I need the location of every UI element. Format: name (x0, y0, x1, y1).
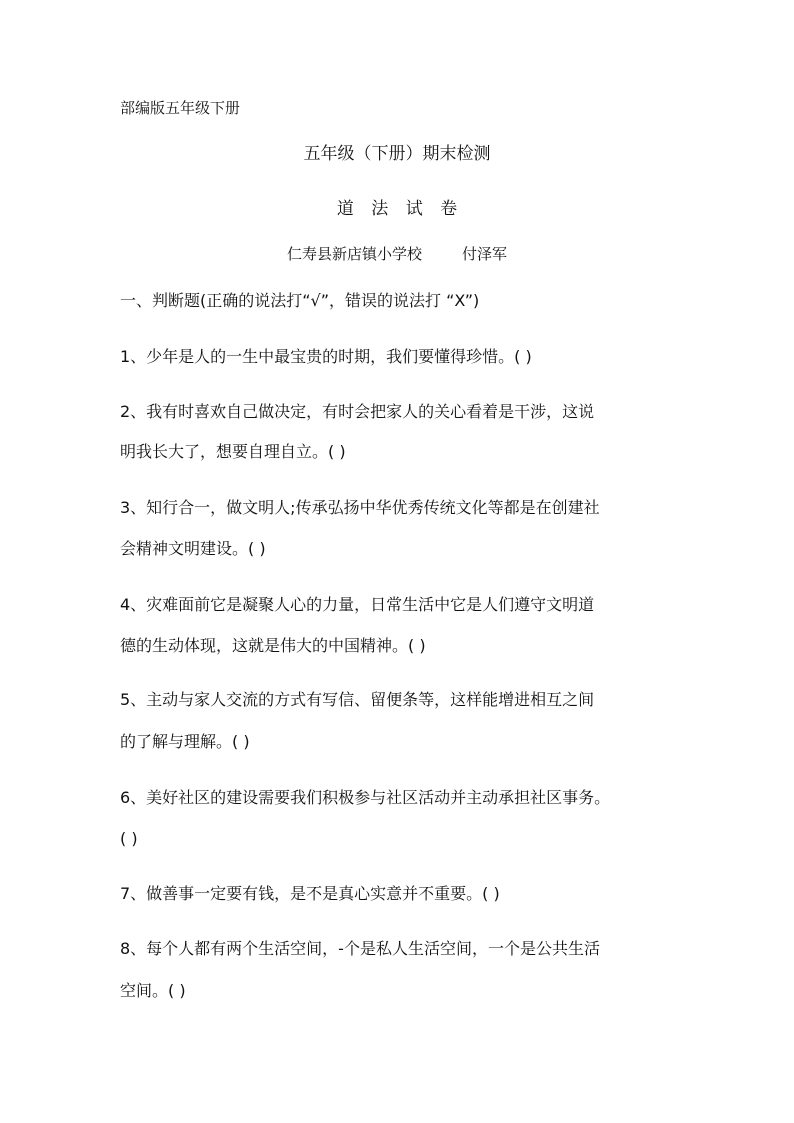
question-5-line-2: 的了解与理解。( ) (120, 732, 250, 751)
question-6-line-2: ( ) (120, 829, 138, 848)
author-school: 仁寿县新店镇小学校 (286, 245, 422, 263)
question-7-line-1: 7、做善事一定要有钱，是不是真心实意并不重要。( ) (120, 884, 500, 903)
subject-title: 道 法 试 卷 (336, 199, 464, 219)
question-6-line-1: 6、美好社区的建设需要我们积极参与社区活动并主动承担社区事务。 (120, 788, 611, 807)
question-4-line-2: 德的生动体现，这就是伟大的中国精神。( ) (120, 636, 426, 655)
question-1-line-1: 1、少年是人的一生中最宝贵的时期，我们要懂得珍惜。( ) (120, 347, 532, 366)
question-2-line-2: 明我长大了，想要自理自立。( ) (120, 442, 346, 461)
question-3-line-2: 会精神文明建设。( ) (120, 539, 266, 558)
page-title: 五年级（下册）期末检测 (303, 144, 491, 164)
question-8-line-2: 空间。( ) (120, 981, 186, 1000)
question-3-line-1: 3、知行合一，做文明人;传承弘扬中华优秀传统文化等都是在创建社 (120, 498, 600, 517)
section-heading: 一、判断题(正确的说法打“√”，错误的说法打 “X”) (120, 291, 480, 310)
author-name: 付泽军 (462, 245, 508, 263)
author-line (0, 247, 794, 262)
question-4-line-1: 4、灾难面前它是凝聚人心的力量，日常生活中它是人们遵守文明道 (120, 595, 595, 614)
question-8-line-1: 8、每个人都有两个生活空间，-个是私人生活空间，一个是公共生活 (120, 939, 600, 958)
question-5-line-1: 5、主动与家人交流的方式有写信、留便条等，这样能增进相互之间 (120, 690, 595, 709)
question-2-line-1: 2、我有时喜欢自己做决定，有时会把家人的关心看着是干涉，这说 (120, 402, 595, 421)
header-label: 部编版五年级下册 (120, 99, 241, 117)
